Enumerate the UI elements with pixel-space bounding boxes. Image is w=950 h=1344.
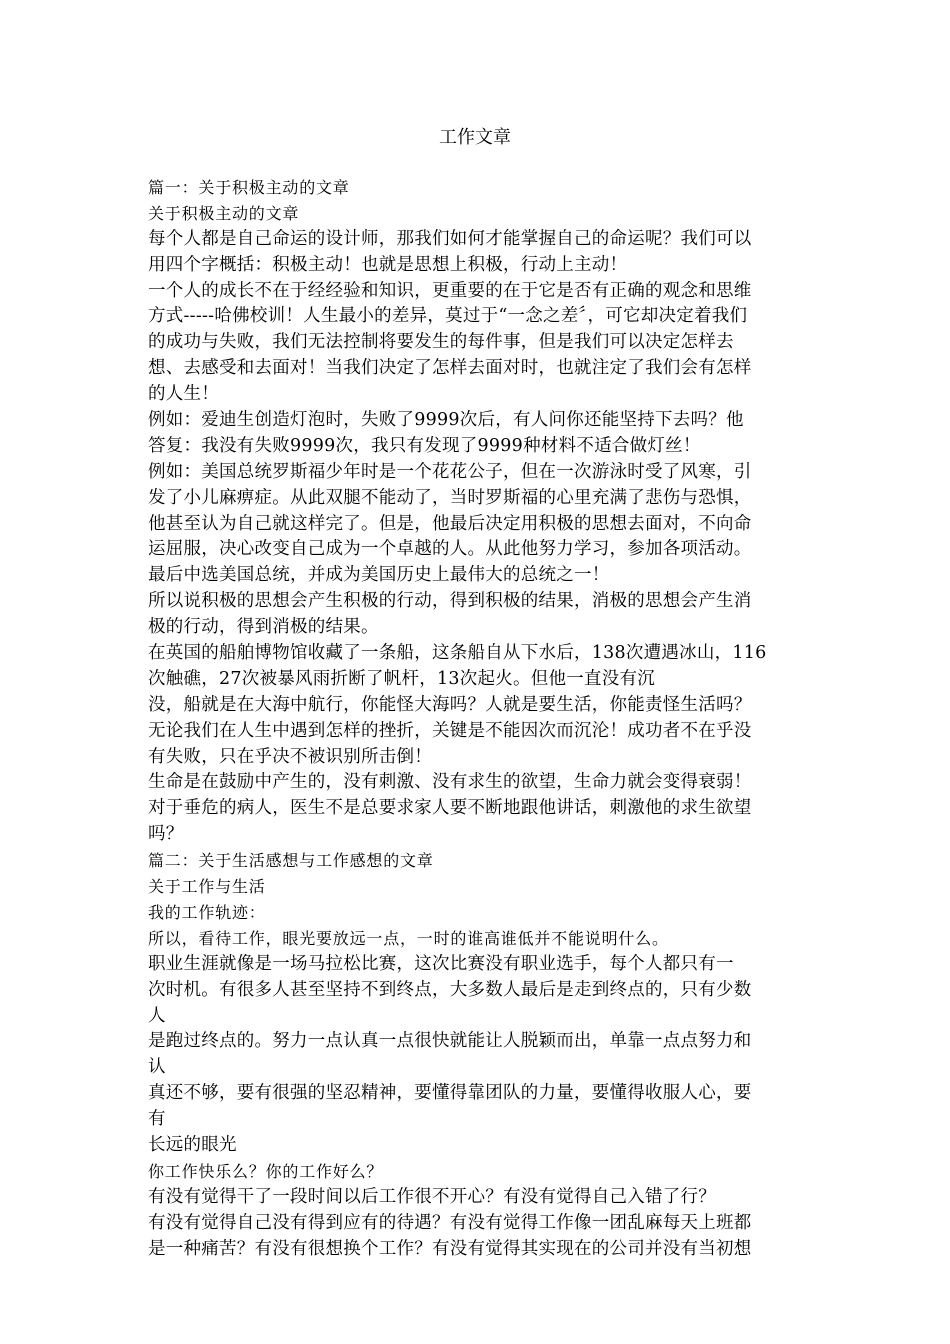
text-line: 最后中选美国总统，并成为美国历史上最伟大的总统之一！ xyxy=(148,565,610,586)
text-line: 运屈服，决心改变自己成为一个卓越的人。从此他努力学习，参加各项活动。 xyxy=(148,539,752,560)
text-line: 长远的眼光 xyxy=(148,1134,237,1155)
text-line: 答复：我没有失败9999次，我只有发现了9999种材料不适合做灯丝！ xyxy=(148,435,701,456)
text-line: 例如：爱迪生创造灯泡时，失败了9999次后，有人问你还能坚持下去吗？他 xyxy=(148,410,744,431)
text-line: 想、去感受和去面对！当我们决定了怎样去面对时，也就注定了我们会有怎样 xyxy=(148,358,752,379)
text-line: 真还不够，要有很强的坚忍精神，要懂得靠团队的力量，要懂得收服人心，要 xyxy=(148,1083,752,1104)
text-line: 篇二：关于生活感想与工作感想的文章 xyxy=(148,851,434,871)
text-line: 无论我们在人生中遇到怎样的挫折，关键是不能因次而沉沦！成功者不在乎没 xyxy=(148,720,752,741)
text-line: 认 xyxy=(148,1057,166,1078)
text-line: 没，船就是在大海中航行，你能怪大海吗？人就是要生活，你能责怪生活吗？ xyxy=(148,694,752,715)
text-line: 他甚至认为自己就这样完了。但是，他最后决定用积极的思想去面对，不向命 xyxy=(148,513,752,534)
text-line: 篇一：关于积极主动的文章 xyxy=(148,178,350,197)
text-line: 方式-----哈佛校训！人生最小的差异，莫过于“一念之差〞，可它却决定着我们 xyxy=(148,306,748,327)
text-line: 有失败，只在乎决不被识别所击倒！ xyxy=(148,746,432,767)
text-line: 人 xyxy=(148,1005,166,1026)
text-line: 每个人都是自己命运的设计师，那我们如何才能掌握自己的命运呢？我们可以 xyxy=(148,228,752,249)
text-line: 有 xyxy=(148,1109,166,1130)
text-line: 用四个字概括：积极主动！也就是思想上积极，行动上主动！ xyxy=(148,254,628,275)
text-line: 我的工作轨迹： xyxy=(148,902,266,922)
text-line: 你工作快乐么？你的工作好么？ xyxy=(148,1161,384,1181)
text-line: 发了小儿麻痹症。从此双腿不能动了，当时罗斯福的心里充满了悲伤与恐惧， xyxy=(148,487,752,508)
text-line: 是跑过终点的。努力一点认真一点很快就能让人脱颖而出，单靠一点点努力和 xyxy=(148,1031,752,1052)
text-line: 职业生涯就像是一场马拉松比赛，这次比赛没有职业选手，每个人都只有一 xyxy=(148,953,734,974)
text-line: 关于工作与生活 xyxy=(148,877,266,897)
text-line: 生命是在鼓励中产生的，没有刺激、没有求生的欲望，生命力就会变得衰弱！ xyxy=(148,772,752,793)
text-line: 对于垂危的病人，医生不是总要求家人要不断地跟他讲话，刺激他的求生欲望 xyxy=(148,798,752,819)
text-line: 是一种痛苦？有没有很想换个工作？有没有觉得其实现在的公司并没有当初想 xyxy=(148,1238,752,1259)
text-line: 吗？ xyxy=(148,824,184,845)
text-line: 的人生！ xyxy=(148,384,219,405)
text-line: 极的行动，得到消极的结果。 xyxy=(148,617,379,638)
text-line: 关于积极主动的文章 xyxy=(148,203,300,223)
document-title: 工作文章 xyxy=(439,127,511,148)
text-line: 所以，看待工作，眼光要放远一点，一时的谁高谁低并不能说明什么。 xyxy=(148,928,669,948)
text-line: 次时机。有很多人甚至坚持不到终点，大多数人最后是走到终点的，只有少数 xyxy=(148,979,752,1000)
text-line: 有没有觉得干了一段时间以后工作很不开心？有没有觉得自己入错了行？ xyxy=(148,1186,716,1207)
text-line: 所以说积极的思想会产生积极的行动，得到积极的结果，消极的思想会产生消 xyxy=(148,591,752,612)
document-body xyxy=(148,175,808,1262)
text-line: 有没有觉得自己没有得到应有的待遇？有没有觉得工作像一团乱麻每天上班都 xyxy=(148,1212,752,1233)
text-line: 例如：美国总统罗斯福少年时是一个花花公子，但在一次游泳时受了风寒，引 xyxy=(148,461,752,482)
text-line: 次触礁，27次被暴风雨折断了帆杆，13次起火。但他一直没有沉 xyxy=(148,668,656,689)
text-line: 一个人的成长不在于经经验和知识，更重要的在于它是否有正确的观念和思维 xyxy=(148,280,752,301)
text-line: 的成功与失败，我们无法控制将要发生的每件事，但是我们可以决定怎样去 xyxy=(148,332,734,353)
text-line: 在英国的船舶博物馆收藏了一条船，这条船自从下水后，138次遭遇冰山，116 xyxy=(148,643,767,664)
